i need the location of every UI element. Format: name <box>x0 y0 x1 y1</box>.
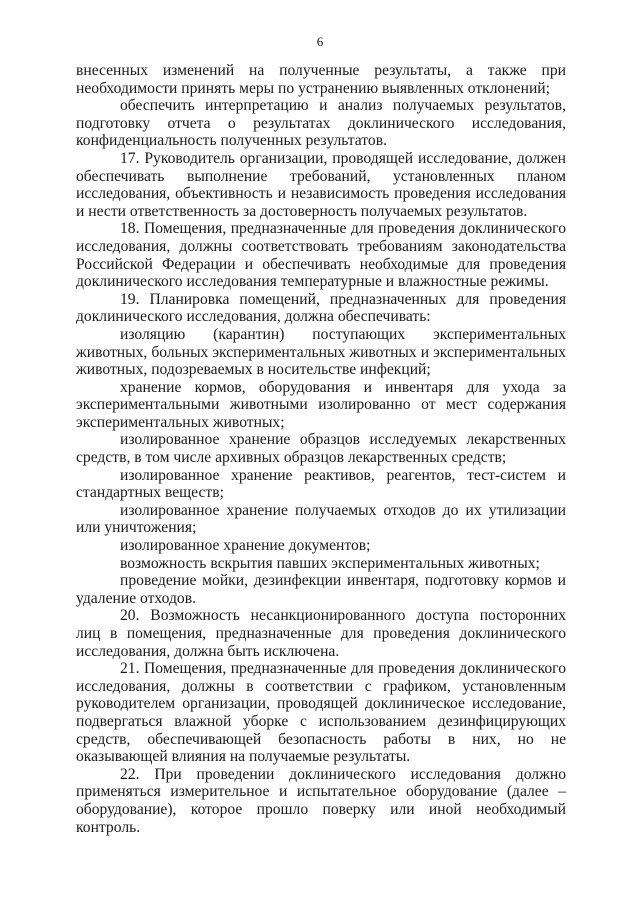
paragraph-19: 19. Планировка помещений, предназначенных для проведения доклинического исследования, должна обеспечивать: <box>76 290 566 326</box>
list-item-autopsy: возможность вскрытия павших экспериментальных животных; <box>120 554 540 572</box>
paragraph-results-analysis: обеспечить интерпретацию и анализ получаемых результатов, подготовку отчета о результатах доклинического исследования, конфиденциальность полученных результатов. <box>76 97 566 150</box>
paragraph-21: 21. Помещения, предназначенные для проведения доклинического исследования, должны в соответствии с графиком, установленным руководителем организации, проводящей доклиническое исследование, подвергаться влажной уборке с использованием дезинфицирующих средств, обеспечивающей безопасность работы в них, но не оказывающей влияния на получаемые результаты. <box>76 660 566 766</box>
document-body <box>76 62 566 836</box>
list-item-reagent-storage: изолированное хранение реактивов, реагентов, тест-систем и стандартных веществ; <box>76 466 566 502</box>
paragraph-20: 20. Возможность несанкционированного доступа посторонних лиц в помещения, предназначенные для проведения доклинического исследования, должна быть исключена. <box>76 607 566 660</box>
paragraph-17: 17. Руководитель организации, проводящей исследование, должен обеспечивать выполнение требований, установленных планом исследования, объективность и независимость проведения исследования и нести ответственность за достоверность получаемых результатов. <box>76 149 566 220</box>
list-item-quarantine: изоляцию (карантин) поступающих экспериментальных животных, больных экспериментальных животных и экспериментальных животных, подозреваемых в носительстве инфекций; <box>76 325 566 379</box>
list-item-sample-storage: изолированное хранение образцов исследуемых лекарственных средств, в том числе архивных образцов лекарственных средств; <box>76 431 566 467</box>
paragraph-22: 22. При проведении доклинического исследования должно применяться измерительное и испытательное оборудование (далее – оборудование), которое прошло поверку или иной необходимый контроль. <box>76 765 566 836</box>
paragraph-continuation: внесенных изменений на полученные результаты, а также при необходимости принять меры по устранению выявленных отклонений; <box>76 62 566 97</box>
list-item-feed-storage: хранение кормов, оборудования и инвентаря для ухода за экспериментальными животными изолированно от мест содержания экспериментальных животных; <box>76 378 566 431</box>
list-item-washing: проведение мойки, дезинфекции инвентаря, подготовку кормов и удаление отходов. <box>76 572 566 607</box>
paragraph-18: 18. Помещения, предназначенные для проведения доклинического исследования, должны соответствовать требованиям законодательства Российской Федерации и обеспечивать необходимые для проведения доклинического исследования температурные и влажностные режимы. <box>76 220 566 291</box>
list-item-waste-storage: изолированное хранение получаемых отходов до их утилизации или уничтожения; <box>76 501 566 537</box>
list-item-document-storage: изолированное хранение документов; <box>120 537 371 555</box>
page-number: 6 <box>316 34 324 49</box>
